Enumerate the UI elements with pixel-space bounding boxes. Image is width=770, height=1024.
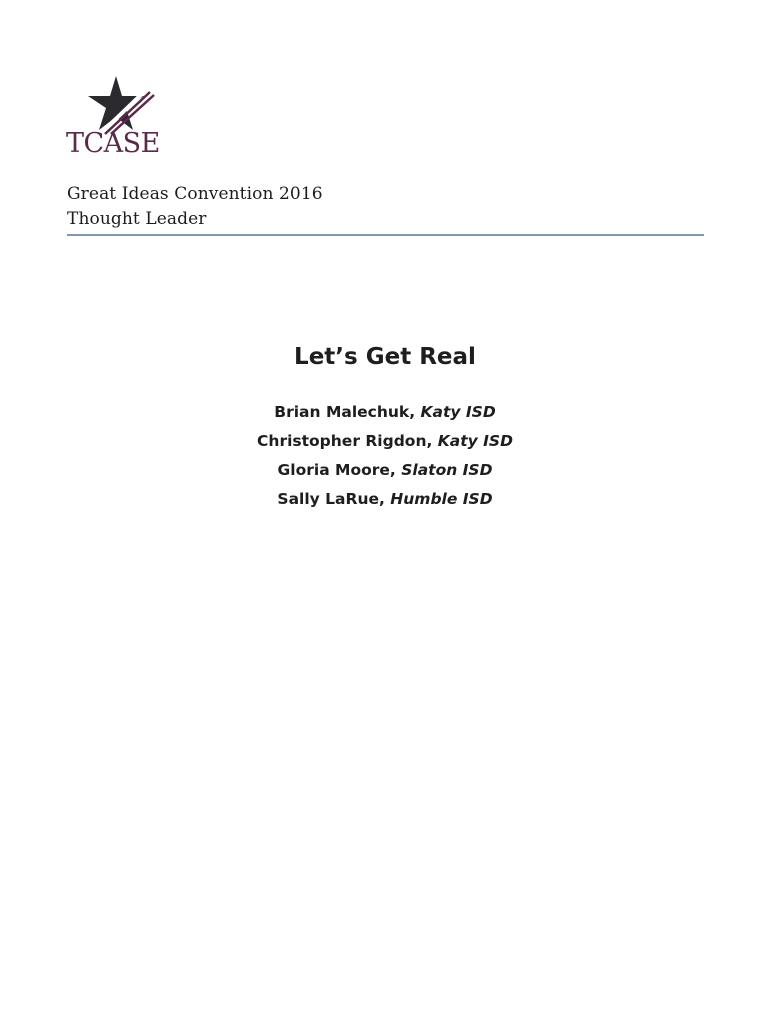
author-list bbox=[0, 398, 770, 514]
star-shape bbox=[88, 76, 144, 130]
author-line bbox=[0, 427, 770, 456]
author-name: Gloria Moore, bbox=[277, 461, 396, 479]
author-name: Sally LaRue, bbox=[277, 490, 385, 508]
tcase-logo bbox=[64, 76, 174, 160]
document-header bbox=[67, 182, 704, 232]
convention-title: Great Ideas Convention 2016 bbox=[67, 184, 323, 204]
author-district: Katy ISD bbox=[420, 403, 496, 421]
author-name: Christopher Rigdon, bbox=[257, 432, 433, 450]
category-label: Thought Leader bbox=[67, 209, 207, 229]
star-logo-icon bbox=[64, 76, 174, 160]
author-line bbox=[0, 398, 770, 427]
author-line bbox=[0, 456, 770, 485]
logo-wordmark: TCASE bbox=[66, 128, 160, 159]
author-name: Brian Malechuk, bbox=[274, 403, 416, 421]
author-district: Katy ISD bbox=[437, 432, 513, 450]
header-divider bbox=[67, 234, 704, 236]
author-district: Slaton ISD bbox=[401, 461, 493, 479]
author-district: Humble ISD bbox=[390, 490, 493, 508]
author-line bbox=[0, 485, 770, 514]
document-title: Let’s Get Real bbox=[294, 344, 476, 370]
